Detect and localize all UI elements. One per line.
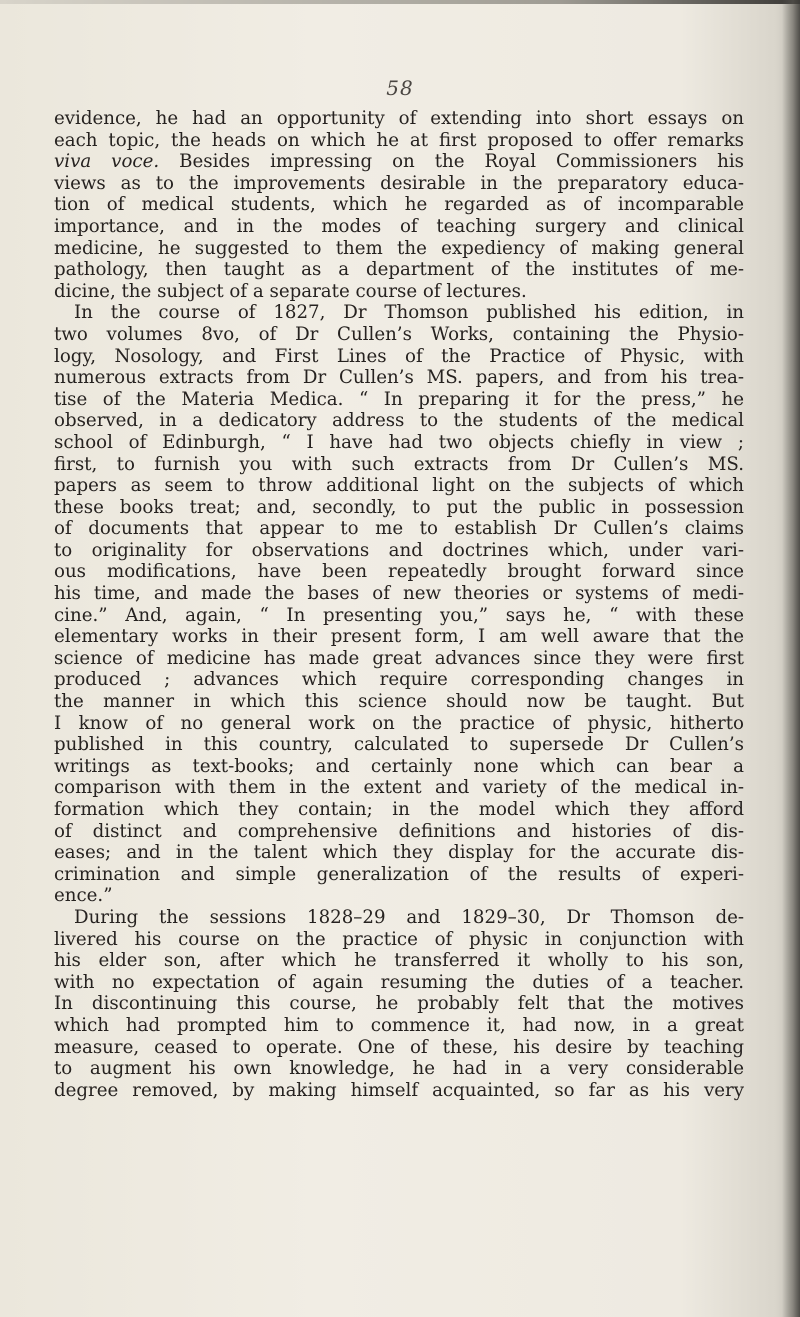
body-text xyxy=(54,108,744,1101)
text-line: logy, Nosology, and First Lines of the Practice of Physic, with xyxy=(54,345,744,367)
text-line: dicine, the subject of a separate course of lectures. xyxy=(54,280,527,302)
text-line: medicine, he suggested to them the expediency of making general xyxy=(54,237,744,259)
text-line: ous modifications, have been repeatedly brought forward since xyxy=(54,561,744,583)
text-line: ence.” xyxy=(54,885,113,907)
text-line: formation which they contain; in the model which they afford xyxy=(54,799,744,820)
text-line: crimination and simple generalization of the results of experi- xyxy=(54,863,744,885)
text-line: published in this country, calculated to supersede Dr Cullen’s xyxy=(54,734,744,756)
text-line: to augment his own knowledge, he had in a very considerable xyxy=(54,1058,744,1080)
text-line: the manner in which this science should now be taught. But xyxy=(54,691,744,713)
text-line: writings as text-books; and certainly none which can bear a xyxy=(54,755,744,777)
text-line: cine.” And, again, “ In presenting you,” says he, “ with these xyxy=(54,604,744,626)
text-line: observed, in a dedicatory address to the students of the medical xyxy=(54,410,744,432)
text-line: first, to furnish you with such extracts from Dr Cullen’s MS. xyxy=(54,453,744,475)
text-line: science of medicine has made great advances since they were first xyxy=(54,647,744,669)
text-line: to originality for observations and doctrines which, under vari- xyxy=(54,539,744,561)
text-line: with no expectation of again resuming the duties of a teacher. xyxy=(54,971,744,993)
text-line: In the course of 1827, Dr Thomson published his edition, in xyxy=(74,302,744,324)
text-line: During the sessions 1828–29 and 1829–30, Dr Thomson de- xyxy=(74,906,744,928)
page-number: 58 xyxy=(386,76,414,100)
text-line: pathology, then taught as a department of the institutes of me- xyxy=(54,259,744,281)
text-line: tion of medical students, which he regarded as of incomparable xyxy=(54,194,744,216)
text-line: tise of the Materia Medica. “ In preparing it for the press,” he xyxy=(54,388,744,410)
text-line: of distinct and comprehensive definitions and histories of dis- xyxy=(54,820,744,842)
text-line: measure, ceased to operate. One of these, his desire by teaching xyxy=(54,1036,744,1058)
text-line: school of Edinburgh, “ I have had two objects chiefly in view ; xyxy=(54,431,744,453)
text-line: two volumes 8vo, of Dr Cullen’s Works, containing the Physio- xyxy=(54,323,744,345)
text-line: degree removed, by making himself acquainted, so far as his very xyxy=(54,1079,744,1101)
text-line: elementary works in their present form, I am well aware that the xyxy=(54,626,744,648)
text-line: eases; and in the talent which they display for the accurate dis- xyxy=(54,842,744,864)
text-line: each topic, the heads on which he at first proposed to offer remarks xyxy=(54,129,744,151)
page-spine-shadow xyxy=(782,0,800,1317)
text-line: his time, and made the bases of new theories or systems of medi- xyxy=(54,583,744,605)
text-line: papers as seem to throw additional light on the subjects of which xyxy=(54,475,744,497)
text-line: importance, and in the modes of teaching surgery and clinical xyxy=(54,215,744,237)
text-line: comparison with them in the extent and variety of the medical in- xyxy=(54,777,744,799)
text-line: views as to the improvements desirable in the preparatory educa- xyxy=(54,172,744,194)
text-line: these books treat; and, secondly, to put the public in possession xyxy=(54,496,744,518)
text-line: which had prompted him to commence it, had now, in a great xyxy=(54,1014,744,1036)
page-top-edge xyxy=(0,0,800,4)
text-line: numerous extracts from Dr Cullen’s MS. papers, and from his trea- xyxy=(54,367,744,389)
text-line: I know of no general work on the practice of physic, hitherto xyxy=(54,712,744,734)
text-line: In discontinuing this course, he probably felt that the motives xyxy=(54,993,744,1015)
text-line: of documents that appear to me to establish Dr Cullen’s claims xyxy=(54,518,744,540)
text-line: viva voce. Besides impressing on the Royal Commissioners his xyxy=(54,151,744,173)
text-line: his elder son, after which he transferred it wholly to his son, xyxy=(54,950,744,972)
text-line: livered his course on the practice of physic in conjunction with xyxy=(54,928,744,950)
text-line: produced ; advances which require corresponding changes in xyxy=(54,669,744,691)
text-line: evidence, he had an opportunity of extending into short essays on xyxy=(54,108,744,129)
